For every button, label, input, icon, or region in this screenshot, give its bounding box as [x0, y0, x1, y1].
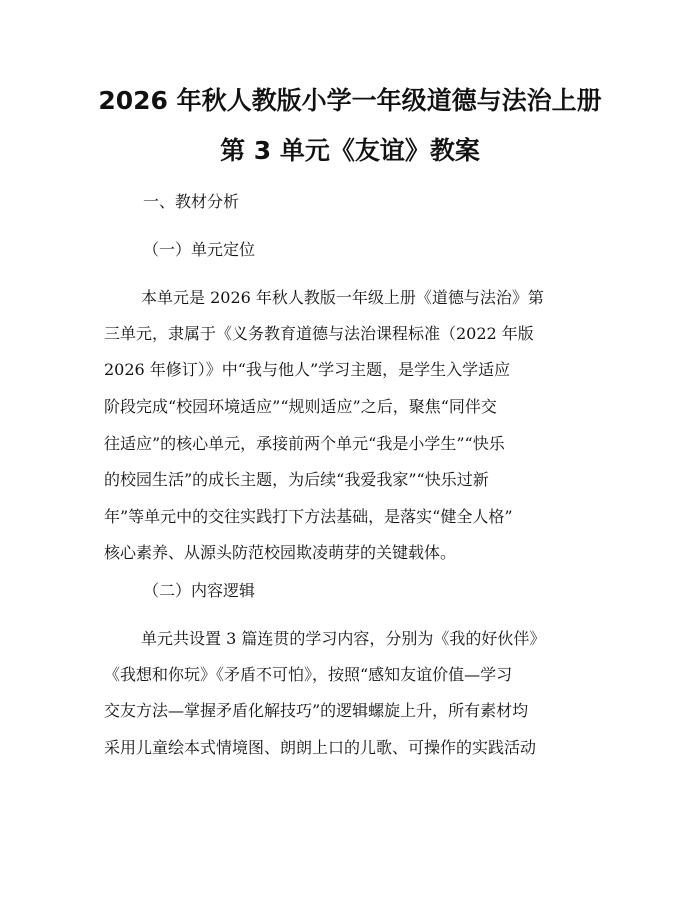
- paragraph-1-line: 三单元，隶属于《义务教育道德与法治课程标准（2022 年版: [104, 324, 534, 343]
- paragraph-2-line: 单元共设置 3 篇连贯的学习内容，分别为《我的好伙伴》: [141, 629, 546, 648]
- section-heading-analysis: 一、教材分析: [143, 192, 240, 211]
- paragraph-1-line: 核心素养、从源头防范校园欺凌萌芽的关键载体。: [104, 543, 457, 562]
- document-title-line-2: 第 3 单元《友谊》教案: [220, 136, 480, 165]
- paragraph-1-line: 2026 年修订）》中“我与他人”学习主题，是学生入学适应: [104, 360, 511, 379]
- paragraph-1-line: 本单元是 2026 年秋人教版一年级上册《道德与法治》第: [141, 288, 544, 307]
- paragraph-1-line: 年”等单元中的交往实践打下方法基础，是落实“健全人格”: [104, 507, 513, 526]
- paragraph-2-line: 采用儿童绘本式情境图、朗朗上口的儿歌、可操作的实践活动: [104, 738, 537, 757]
- paragraph-2-line: 交友方法—掌握矛盾化解技巧”的逻辑螺旋上升，所有素材均: [104, 701, 529, 720]
- paragraph-1-line: 往适应”的核心单元，承接前两个单元“我是小学生”“快乐: [104, 434, 505, 453]
- paragraph-2-line: 《我想和你玩》《矛盾不可怕》，按照“感知友谊价值—学习: [104, 665, 513, 684]
- subsection-heading-unit-position: （一）单元定位: [143, 240, 256, 259]
- document-title-line-1: 2026 年秋人教版小学一年级道德与法治上册: [98, 86, 602, 115]
- subsection-heading-content-logic: （二）内容逻辑: [143, 581, 256, 600]
- paragraph-1-line: 阶段完成“校园环境适应”“规则适应”之后，聚焦“同伴交: [104, 397, 497, 416]
- paragraph-1-line: 的校园生活”的成长主题，为后续“我爱我家”“快乐过新: [104, 470, 489, 489]
